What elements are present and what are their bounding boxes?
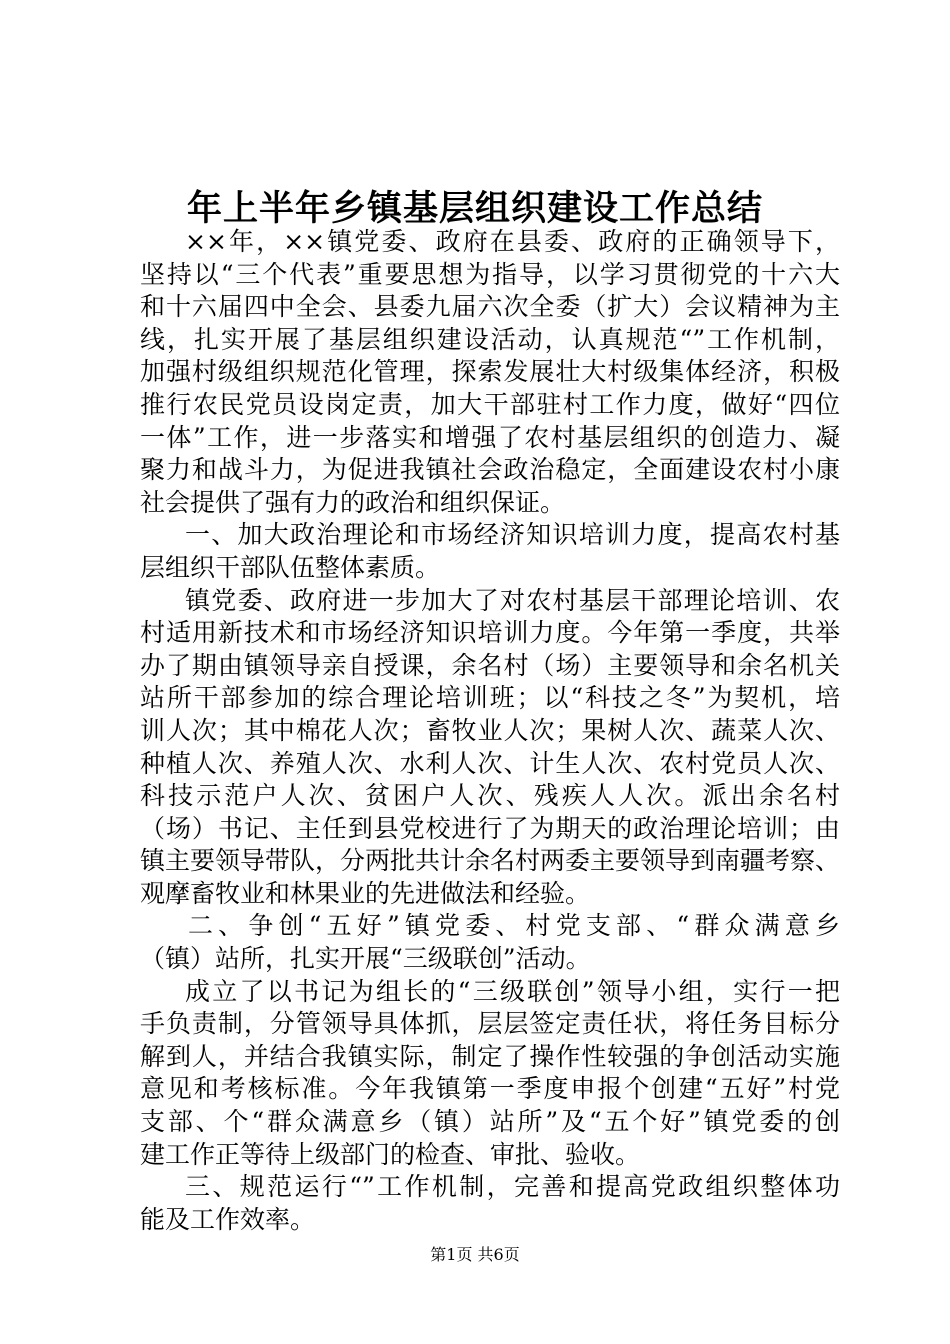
text-line: ××年，××镇党委、政府在县委、政府的正确领导下， — [185, 227, 840, 256]
section-heading: 一、加大政治理论和市场经济知识培训力度，提高农村基 — [185, 520, 840, 550]
text-line: 种植人次、养殖人次、水利人次、计生人次、农村党员人次、 — [140, 748, 840, 778]
text-line: 训人次；其中棉花人次；畜牧业人次；果树人次、蔬菜人次、 — [140, 715, 840, 745]
section-heading: 三、规范运行“”工作机制，完善和提高党政组织整体功 — [185, 1172, 840, 1202]
text-line: （场）书记、主任到县党校进行了为期天的政治理论培训；由 — [140, 813, 840, 843]
text-line: 意见和考核标准。今年我镇第一季度申报个创建“五好”村党 — [140, 1074, 840, 1104]
section-heading: 层组织干部队伍整体素质。 — [140, 552, 441, 582]
text-line: 支部、个“群众满意乡（镇）站所”及“五个好”镇党委的创 — [140, 1107, 840, 1137]
text-line: 坚持以“三个代表”重要思想为指导，以学习贯彻党的十六大 — [140, 259, 840, 289]
text-line: 推行农民党员设岗定责，加大干部驻村工作力度，做好“四位 — [140, 389, 840, 419]
section-heading: 二、争创“五好”镇党委、村党支部、“群众满意乡 — [188, 911, 840, 941]
text-line: 社会提供了强有力的政治和组织保证。 — [140, 487, 566, 517]
section-heading: （镇）站所，扎实开展“三级联创”活动。 — [140, 944, 591, 974]
text-line: 聚力和战斗力，为促进我镇社会政治稳定，全面建设农村小康 — [140, 455, 840, 485]
text-line: 线，扎实开展了基层组织建设活动，认真规范“”工作机制， — [140, 324, 840, 354]
page-title: 年上半年乡镇基层组织建设工作总结 — [186, 188, 763, 229]
text-line: 加强村级组织规范化管理，探索发展壮大村级集体经济，积极 — [140, 357, 840, 387]
text-line: 科技示范户人次、贫困户人次、残疾人人次。派出余名村 — [140, 781, 840, 811]
section-heading: 能及工作效率。 — [140, 1204, 316, 1234]
text-line: 镇党委、政府进一步加大了对农村基层干部理论培训、农 — [185, 585, 840, 615]
text-line: 村适用新技术和市场经济知识培训力度。今年第一季度，共举 — [140, 618, 840, 648]
text-line: 观摩畜牧业和林果业的先进做法和经验。 — [140, 878, 591, 908]
text-line: 一体”工作，进一步落实和增强了农村基层组织的创造力、凝 — [140, 422, 840, 452]
document-body — [140, 226, 840, 1236]
text-line: 建工作正等待上级部门的检查、审批、验收。 — [140, 1139, 641, 1169]
text-line: 解到人，并结合我镇实际，制定了操作性较强的争创活动实施 — [140, 1041, 840, 1071]
text-line: 手负责制，分管领导具体抓，层层签定责任状，将任务目标分 — [140, 1009, 840, 1039]
text-line: 成立了以书记为组长的“三级联创”领导小组，实行一把 — [185, 976, 840, 1006]
text-line: 镇主要领导带队，分两批共计余名村两委主要领导到南疆考察、 — [140, 846, 841, 876]
text-line: 站所干部参加的综合理论培训班；以“科技之冬”为契机，培 — [140, 683, 840, 713]
page-footer: 第1页 共6页 — [430, 1245, 520, 1264]
text-line: 办了期由镇领导亲自授课，余名村（场）主要领导和余名机关 — [140, 650, 840, 680]
text-line: 和十六届四中全会、县委九届六次全委（扩大）会议精神为主 — [140, 292, 840, 322]
